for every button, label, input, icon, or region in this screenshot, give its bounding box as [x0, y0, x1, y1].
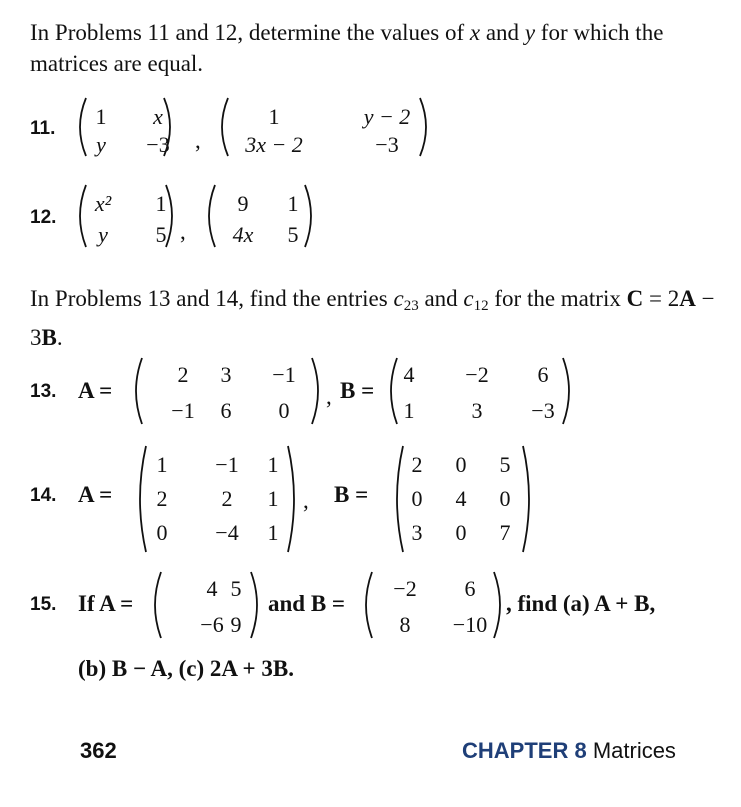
matrix-a-label-14: A =	[78, 482, 113, 507]
matrix-entry: 6	[220, 398, 232, 423]
right-parenthesis	[494, 572, 500, 638]
matrix-entry: 1	[267, 486, 279, 511]
matrix-entry: −1	[215, 452, 239, 477]
matrix-entry: 3x − 2	[245, 132, 303, 157]
instructions-11-12: In Problems 11 and 12, determine the values of x and y for which the matrices are equal.	[30, 20, 664, 76]
matrix-entry: 5	[499, 452, 511, 477]
matrix-entry: 1	[403, 398, 415, 423]
matrix-entry: −1	[171, 398, 195, 423]
matrix-entry: 0	[411, 486, 423, 511]
matrix-entry: 2	[156, 486, 168, 511]
matrix-entry: 7	[499, 520, 511, 545]
matrix-entry: 1	[156, 452, 168, 477]
matrix-entry: −10	[452, 612, 488, 637]
problem-15-suffix: , find (a) A + B,	[506, 591, 656, 616]
problem-number-14: 14.	[30, 485, 57, 506]
matrix-entry: 4	[403, 362, 415, 387]
left-parenthesis	[366, 572, 372, 638]
matrix-entry: 6	[537, 362, 549, 387]
matrix-entry: 0	[455, 452, 467, 477]
problem-number-15: 15.	[30, 594, 57, 615]
matrix-entry: 8	[399, 612, 411, 637]
problem-15-prefix: If A =	[78, 591, 134, 616]
matrix-entry: −6	[200, 612, 224, 637]
matrix-entry: −2	[465, 362, 489, 387]
matrix-entry: 1	[95, 104, 107, 129]
matrix-entry: 3	[471, 398, 483, 423]
matrix-entry: 4x	[232, 222, 254, 247]
separator-12: ,	[180, 219, 186, 244]
separator-14: ,	[303, 488, 309, 513]
matrix-entry: 0	[499, 486, 511, 511]
problem-number-13: 13.	[30, 381, 57, 402]
matrix-entry: y	[98, 222, 108, 247]
matrix-entry: 6	[464, 576, 476, 601]
matrix-entry: 5	[155, 222, 167, 247]
matrix-entry: 5	[287, 222, 299, 247]
matrix-b-label-13: B =	[340, 378, 375, 403]
problem-number-12: 12.	[30, 207, 57, 228]
matrix-entry: 2	[221, 486, 233, 511]
chapter-label: CHAPTER 8	[462, 738, 587, 763]
instructions-13-14: In Problems 13 and 14, find the entries $c_{23}$ and $c_{12}$ for the matrix C = 2A − 3B.	[30, 286, 715, 350]
problem-15-middle: and B =	[268, 591, 346, 616]
matrix-entry: 0	[278, 398, 290, 423]
matrix-entry: −3	[146, 132, 170, 157]
matrix-entry: −3	[375, 132, 399, 157]
matrix-entry: x²	[94, 191, 112, 216]
chapter-heading	[462, 738, 676, 764]
matrix-entry: −1	[272, 362, 296, 387]
matrix-entry: y − 2	[363, 104, 411, 129]
problem-15-line2: (b) B − A, (c) 2A + 3B.	[78, 656, 294, 681]
matrix-entry: 4	[455, 486, 467, 511]
matrix-entry: 3	[411, 520, 423, 545]
matrix-entry: 1	[267, 452, 279, 477]
separator-13: ,	[326, 384, 332, 409]
matrix-a-label-13: A =	[78, 378, 113, 403]
matrix-entry: 1	[267, 520, 279, 545]
separator-11: ,	[195, 128, 201, 153]
matrix-entry: 5	[230, 576, 242, 601]
matrix-entry: x	[153, 104, 163, 129]
matrix-entry: 2	[411, 452, 423, 477]
matrix-entry: 0	[156, 520, 168, 545]
matrix-entry: −4	[215, 520, 239, 545]
problem-number-11: 11.	[30, 118, 56, 139]
matrix-entry: 4	[206, 576, 218, 601]
matrix-entry: −3	[531, 398, 555, 423]
matrix-entry: 3	[220, 362, 232, 387]
matrix-entry: 9	[237, 191, 249, 216]
matrix-entry: y	[96, 132, 106, 157]
matrix-b-label-14: B =	[334, 482, 369, 507]
matrix-entry: 1	[268, 104, 280, 129]
matrix-entry: 9	[230, 612, 242, 637]
chapter-title: Matrices	[592, 738, 676, 763]
matrix-entry: 2	[177, 362, 189, 387]
matrix-entry: 1	[155, 191, 167, 216]
matrix-entry: 1	[287, 191, 299, 216]
page-number: 362	[80, 738, 117, 763]
matrix-entry: −2	[393, 576, 417, 601]
matrix-entry: 0	[455, 520, 467, 545]
